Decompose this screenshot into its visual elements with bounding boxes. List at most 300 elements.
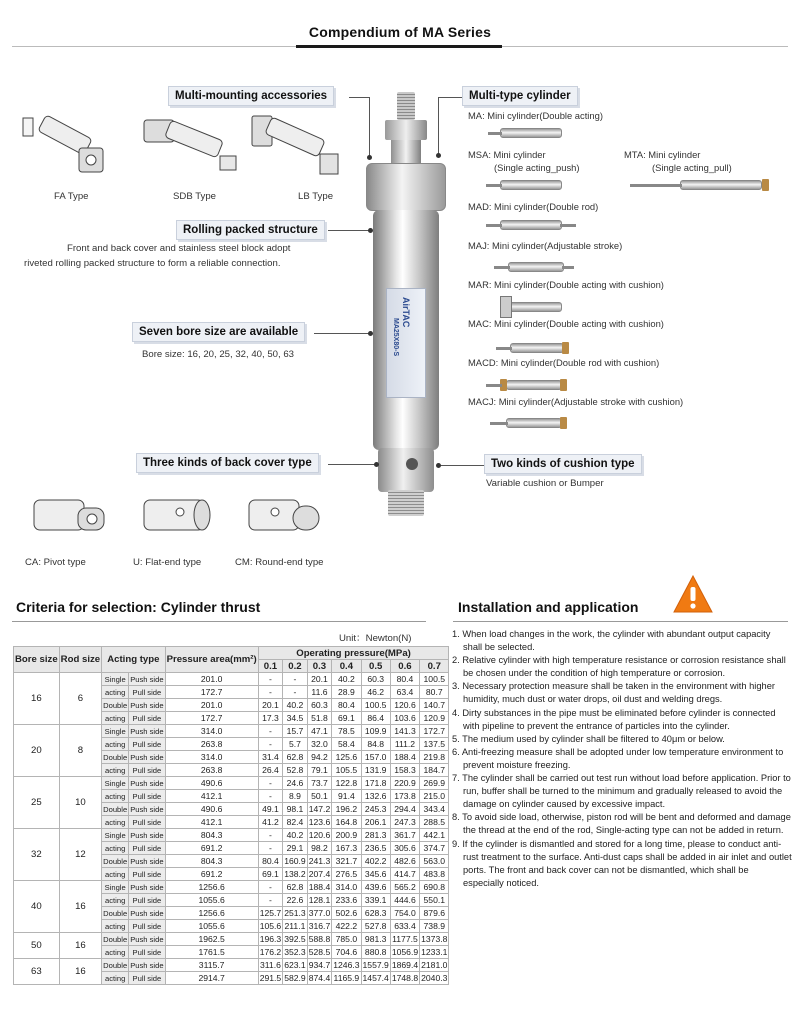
installation-item: 3. Necessary protection measure shall be taken in the environment with higher humidity, much dust or water drops, oil dust and welding dregs.	[452, 681, 775, 705]
thrust-value-cell: 236.5	[361, 842, 390, 855]
type-maj: MAJ: Mini cylinder(Adjustable stroke)	[468, 240, 623, 251]
acting-type-cell: Double	[103, 804, 128, 814]
installation-item: 8. To avoid side load, otherwise, piston rod will be bent and deformed and damage the thread at the end of the rod, Single-acting type can not be added in return.	[452, 812, 791, 836]
thrust-value-cell: 565.2	[390, 881, 419, 894]
mini-rod	[488, 132, 502, 135]
thrust-value-cell: 1233.1	[421, 947, 448, 957]
pressure-area-cell: 1055.6	[165, 920, 258, 933]
thrust-value-cell: 109.9	[361, 725, 390, 738]
bore-text: Bore size: 16, 20, 25, 32, 40, 50, 63	[142, 349, 295, 360]
thrust-value-cell: 69.1	[258, 868, 283, 881]
side-cell: Pull side	[129, 972, 165, 985]
header-operating-pressure: Operating pressure(MPa)	[258, 647, 449, 660]
thrust-value-cell: -	[258, 842, 283, 855]
pressure-header-cell: 0.6	[390, 660, 419, 673]
thrust-value-cell: 1557.9	[362, 960, 389, 970]
mini-cap	[560, 417, 567, 429]
thrust-value-cell: 98.1	[283, 803, 308, 816]
thrust-value-cell: 50.1	[307, 790, 332, 803]
acting-type-cell: Single	[102, 829, 129, 842]
side-cell: Push side	[130, 830, 164, 840]
thrust-value-cell: 173.8	[390, 790, 419, 803]
thrust-value-cell: 82.4	[283, 816, 308, 829]
acting-type-cell: acting	[102, 842, 129, 855]
bore-size-cell: 20	[14, 725, 60, 777]
side-cell: Push side	[130, 804, 164, 814]
thrust-value-cell: 160.9	[284, 856, 306, 866]
pressure-area-cell: 412.1	[165, 790, 258, 803]
thrust-value-cell: 233.6	[332, 894, 361, 907]
thrust-value-cell: 120.6	[390, 699, 419, 712]
callout-cushion: Two kinds of cushion type	[484, 454, 642, 474]
mini-cylinder-ma	[500, 128, 562, 138]
thrust-value-cell: 47.1	[307, 725, 332, 738]
side-cell: Pull side	[129, 816, 165, 829]
thrust-value-cell: 176.2	[259, 947, 282, 957]
mini-rod	[562, 266, 574, 269]
rod-size-cell: 16	[59, 959, 101, 985]
thrust-value-cell: 105.6	[259, 921, 282, 931]
thrust-value-cell: 167.3	[332, 842, 361, 855]
thrust-value-cell: 690.8	[420, 881, 449, 894]
thrust-value-cell: 207.4	[308, 869, 331, 879]
installation-item: 4. Dirty substances in the pipe must be eliminated before cylinder is connected with pipeline to prevent the entrance of particles into the cylinder.	[452, 707, 776, 731]
pressure-header-cell: 0.2	[283, 660, 308, 673]
acting-type-cell: Double	[103, 960, 128, 970]
acting-type-cell: Single	[102, 777, 129, 790]
leader-dot	[374, 462, 379, 467]
thrust-value-cell: 339.1	[361, 894, 390, 907]
installation-divider	[453, 621, 788, 622]
back-cover-label-ca: CA: Pivot type	[25, 557, 86, 568]
thrust-value-cell: 8.9	[283, 790, 308, 803]
mini-cylinder-mac	[510, 343, 564, 353]
side-cell: Pull side	[129, 868, 165, 881]
side-cell: Pull side	[129, 842, 165, 855]
callout-rolling: Rolling packed structure	[176, 220, 325, 240]
thrust-value-cell: 184.7	[420, 764, 449, 777]
thrust-value-cell: 60.3	[307, 699, 332, 712]
pressure-area-cell: 314.0	[165, 725, 258, 738]
thrust-value-cell: 402.2	[361, 855, 390, 868]
sdb-mount-icon	[140, 112, 250, 187]
thrust-value-cell: 188.4	[390, 751, 419, 764]
thrust-value-cell: 981.3	[361, 933, 390, 946]
type-mta-sub: (Single acting_pull)	[652, 162, 732, 173]
thrust-value-cell: 288.5	[420, 816, 449, 829]
header-acting: Acting type	[102, 647, 165, 673]
thrust-value-cell: 251.3	[284, 908, 306, 918]
pressure-area-cell: 2914.7	[165, 972, 258, 985]
table-row	[14, 959, 449, 972]
thrust-value-cell: 345.6	[361, 868, 390, 881]
thrust-value-cell: 439.6	[361, 881, 390, 894]
cushion-text: Variable cushion or Bumper	[486, 478, 604, 489]
table-row	[14, 829, 449, 842]
mini-rod	[486, 224, 502, 227]
pressure-area-cell: 201.0	[165, 673, 258, 686]
type-macj: MACJ: Mini cylinder(Adjustable stroke with cushion)	[468, 396, 684, 407]
thrust-value-cell: 582.9	[284, 973, 306, 983]
thrust-value-cell: 247.3	[390, 816, 419, 829]
thrust-value-cell: 269.9	[420, 777, 449, 790]
thrust-value-cell: 196.3	[259, 934, 282, 944]
mini-cylinder-mar	[508, 302, 562, 312]
thrust-value-cell: 29.1	[283, 842, 308, 855]
side-cell: Pull side	[129, 946, 165, 959]
thrust-value-cell: 31.4	[258, 751, 283, 764]
thrust-value-cell: 442.1	[420, 829, 449, 842]
thrust-value-cell: 86.4	[361, 712, 390, 725]
thrust-value-cell: 80.7	[420, 686, 449, 699]
thrust-value-cell: 1457.4	[362, 973, 389, 983]
side-cell: Push side	[130, 934, 164, 944]
thrust-value-cell: 880.8	[361, 946, 390, 959]
thrust-value-cell: 78.5	[332, 725, 361, 738]
thrust-value-cell: 52.8	[283, 764, 308, 777]
pressure-header-cell: 0.7	[420, 660, 449, 673]
thrust-value-cell: 316.7	[308, 921, 331, 931]
title-accent-bar	[296, 45, 502, 48]
leader-line	[440, 465, 484, 466]
thrust-value-cell: 294.4	[390, 803, 419, 816]
thrust-value-cell: 754.0	[390, 907, 419, 920]
thrust-value-cell: -	[258, 686, 283, 699]
thrust-value-cell: 215.0	[420, 790, 449, 803]
thrust-value-cell: 934.7	[308, 960, 331, 970]
thrust-value-cell: 105.5	[332, 764, 361, 777]
side-cell: Push side	[130, 856, 164, 866]
header-bore: Bore size	[14, 647, 60, 673]
thrust-value-cell: 20.1	[307, 673, 332, 686]
pressure-area-cell: 490.6	[165, 803, 258, 816]
thrust-value-cell: -	[258, 894, 283, 907]
thrust-value-cell: 785.0	[332, 933, 361, 946]
thrust-value-cell: 122.8	[332, 777, 361, 790]
mini-cylinder-macd	[506, 380, 562, 390]
pressure-area-cell: 172.7	[165, 712, 258, 725]
table-row	[14, 777, 449, 790]
type-ma: MA: Mini cylinder(Double acting)	[468, 110, 603, 121]
leader-line	[328, 230, 370, 231]
pressure-area-cell: 804.3	[165, 855, 258, 868]
thrust-value-cell: 1056.9	[391, 947, 419, 957]
thrust-value-cell: 28.9	[332, 686, 361, 699]
mini-cylinder-mta	[680, 180, 762, 190]
acting-type-cell: acting	[102, 868, 129, 881]
thrust-value-cell: 483.8	[420, 868, 449, 881]
side-cell: Pull side	[129, 790, 165, 803]
thrust-value-cell: 73.7	[307, 777, 332, 790]
thrust-value-cell: 84.8	[361, 738, 390, 751]
leader-dot	[436, 463, 441, 468]
cylinder-piston-rod	[397, 92, 415, 120]
callout-back-cover: Three kinds of back cover type	[136, 453, 319, 473]
mini-cap	[762, 179, 769, 191]
thrust-value-cell: 137.5	[420, 738, 449, 751]
leader-line	[438, 97, 439, 155]
thrust-value-cell: -	[283, 686, 308, 699]
bore-size-cell: 40	[14, 881, 60, 933]
thrust-value-cell: 305.6	[390, 842, 419, 855]
thrust-value-cell: 738.9	[420, 920, 449, 933]
thrust-value-cell: 633.4	[390, 920, 419, 933]
thrust-value-cell: 32.0	[307, 738, 332, 751]
thrust-value-cell: 1373.8	[421, 934, 448, 944]
thrust-value-cell: 550.1	[420, 894, 449, 907]
thrust-value-cell: -	[258, 725, 283, 738]
thrust-value-cell: 276.5	[332, 868, 361, 881]
table-row	[14, 881, 449, 894]
thrust-value-cell: 1246.3	[333, 960, 360, 970]
callout-bore: Seven bore size are available	[132, 322, 305, 342]
mini-cylinder-msa	[500, 180, 562, 190]
header-rod: Rod size	[59, 647, 101, 673]
acting-type-cell: Single	[102, 673, 129, 686]
acting-type-cell: Double	[103, 934, 128, 944]
thrust-value-cell: -	[258, 829, 283, 842]
table-row	[14, 725, 449, 738]
leader-line	[328, 464, 376, 465]
thrust-value-cell: 200.9	[332, 829, 361, 842]
criteria-divider	[12, 621, 426, 622]
thrust-value-cell: 140.7	[420, 699, 449, 712]
thrust-value-cell: 311.6	[260, 960, 281, 970]
pressure-area-cell: 3115.7	[165, 959, 258, 972]
thrust-value-cell: 46.2	[361, 686, 390, 699]
thrust-value-cell: -	[283, 673, 308, 686]
thrust-value-cell: 219.8	[420, 751, 449, 764]
side-cell: Push side	[130, 674, 164, 684]
pressure-area-cell: 691.2	[165, 842, 258, 855]
pressure-area-cell: 1256.6	[165, 907, 258, 920]
thrust-value-cell: 69.1	[332, 712, 361, 725]
thrust-value-cell: 100.5	[361, 699, 390, 712]
thrust-value-cell: 220.9	[390, 777, 419, 790]
round-end-icon	[245, 490, 333, 550]
leader-line	[438, 97, 462, 98]
installation-list	[452, 628, 792, 890]
thrust-value-cell: 482.6	[390, 855, 419, 868]
thrust-value-cell: 41.2	[258, 816, 283, 829]
thrust-value-cell: 40.2	[283, 699, 308, 712]
lb-mount-icon	[246, 112, 356, 187]
leader-line	[314, 333, 370, 334]
page-title: Compendium of MA Series	[308, 24, 492, 40]
callout-mounting: Multi-mounting accessories	[168, 86, 334, 106]
pressure-area-cell: 263.8	[165, 764, 258, 777]
thrust-value-cell: 874.4	[308, 973, 331, 983]
thrust-value-cell: 623.1	[284, 960, 306, 970]
thrust-value-cell: 98.2	[307, 842, 332, 855]
thrust-table	[13, 646, 449, 985]
thrust-value-cell: 103.6	[390, 712, 419, 725]
pressure-area-cell: 1256.6	[165, 881, 258, 894]
mini-rod	[490, 422, 508, 425]
side-cell: Push side	[130, 908, 164, 918]
thrust-value-cell: 80.4	[332, 699, 361, 712]
acting-type-cell: acting	[102, 790, 129, 803]
thrust-value-cell: 147.2	[308, 804, 331, 814]
thrust-value-cell: 281.3	[361, 829, 390, 842]
mount-label-lb: LB Type	[298, 191, 334, 202]
thrust-value-cell: 528.5	[308, 947, 331, 957]
thrust-value-cell: -	[258, 881, 283, 894]
acting-type-cell: acting	[102, 972, 129, 985]
thrust-value-cell: 352.3	[284, 947, 306, 957]
thrust-value-cell: 241.3	[308, 856, 331, 866]
warning-icon	[672, 574, 714, 614]
rod-size-cell: 16	[59, 933, 101, 959]
thrust-value-cell: 132.6	[361, 790, 390, 803]
acting-type-cell: acting	[102, 946, 129, 959]
thrust-value-cell: 211.1	[284, 921, 306, 931]
thrust-value-cell: 80.4	[390, 673, 419, 686]
thrust-value-cell: 91.4	[332, 790, 361, 803]
type-msa: MSA: Mini cylinder	[468, 149, 546, 160]
fa-mount-icon	[15, 112, 115, 187]
thrust-value-cell: 123.6	[308, 817, 331, 827]
cylinder-neck	[391, 140, 421, 164]
thrust-value-cell: 40.2	[283, 829, 308, 842]
pressure-header-cell: 0.4	[332, 660, 361, 673]
side-cell: Push side	[130, 960, 164, 970]
thrust-value-cell: 563.0	[420, 855, 449, 868]
type-mac: MAC: Mini cylinder(Double acting with cushion)	[468, 318, 664, 329]
thrust-value-cell: 171.8	[361, 777, 390, 790]
header-area: Pressure area(mm²)	[165, 647, 258, 673]
thrust-value-cell: 206.1	[361, 816, 390, 829]
thrust-value-cell: -	[258, 738, 283, 751]
pressure-area-cell: 804.3	[165, 829, 258, 842]
thrust-value-cell: 502.6	[332, 907, 361, 920]
bore-size-cell: 16	[14, 673, 60, 725]
thrust-value-cell: 321.7	[332, 855, 361, 868]
acting-type-cell: Double	[103, 752, 128, 762]
thrust-value-cell: 120.6	[308, 830, 331, 840]
thrust-value-cell: 343.4	[420, 803, 449, 816]
cylinder-port	[406, 458, 418, 470]
table-row	[14, 673, 449, 686]
thrust-value-cell: 422.2	[332, 920, 361, 933]
thrust-value-cell: -	[258, 777, 283, 790]
thrust-value-cell: 141.3	[390, 725, 419, 738]
side-cell: Pull side	[129, 686, 165, 699]
type-mad: MAD: Mini cylinder(Double rod)	[468, 201, 599, 212]
thrust-value-cell: 157.0	[361, 751, 390, 764]
leader-line	[369, 97, 370, 157]
acting-type-cell: Single	[102, 725, 129, 738]
thrust-value-cell: 2040.3	[421, 973, 448, 983]
side-cell: Push side	[130, 752, 164, 762]
side-cell: Pull side	[129, 712, 165, 725]
criteria-title: Criteria for selection: Cylinder thrust	[16, 599, 261, 615]
thrust-value-cell: 172.7	[420, 725, 449, 738]
thrust-value-cell: 94.2	[307, 751, 332, 764]
thrust-value-cell: 24.6	[283, 777, 308, 790]
cylinder-model-text: MA25X80-S	[392, 318, 399, 357]
thrust-value-cell: 17.3	[258, 712, 283, 725]
side-cell: Pull side	[129, 920, 165, 933]
cylinder-brand: AirTAC	[401, 297, 411, 328]
thrust-value-cell: 22.6	[283, 894, 308, 907]
thrust-value-cell: 444.6	[390, 894, 419, 907]
thrust-value-cell: 11.6	[307, 686, 332, 699]
acting-type-cell: acting	[102, 920, 129, 933]
thrust-value-cell: 51.8	[307, 712, 332, 725]
thrust-value-cell: 1177.5	[392, 934, 418, 944]
thrust-value-cell: 125.7	[259, 908, 282, 918]
thrust-value-cell: 26.4	[258, 764, 283, 777]
pressure-header-cell: 0.5	[361, 660, 390, 673]
bore-size-cell: 32	[14, 829, 60, 881]
unit-label: Unit：Newton(N)	[339, 633, 412, 644]
thrust-value-cell: 879.6	[420, 907, 449, 920]
thrust-value-cell: 131.9	[361, 764, 390, 777]
thrust-value-cell: 5.7	[283, 738, 308, 751]
thrust-value-cell: 164.8	[332, 816, 361, 829]
thrust-value-cell: 392.5	[284, 934, 306, 944]
pressure-area-cell: 490.6	[165, 777, 258, 790]
mount-label-fa: FA Type	[54, 191, 89, 202]
acting-type-cell: acting	[102, 894, 129, 907]
rod-size-cell: 16	[59, 881, 101, 933]
thrust-value-cell: 361.7	[390, 829, 419, 842]
installation-item: 1. When load changes in the work, the cylinder with abundant output capacity shall be selected.	[452, 629, 771, 653]
back-cover-label-cm: CM: Round-end type	[235, 557, 324, 568]
acting-type-cell: Double	[103, 700, 128, 710]
cylinder-back-cover	[378, 448, 434, 492]
mini-cylinder-maj	[508, 262, 564, 272]
acting-type-cell: acting	[102, 764, 129, 777]
mini-cap	[562, 342, 569, 354]
acting-type-cell: Double	[103, 856, 128, 866]
thrust-value-cell: 111.2	[390, 738, 419, 751]
leader-dot	[436, 153, 441, 158]
cylinder-rod-nut	[385, 120, 427, 140]
pressure-area-cell: 314.0	[165, 751, 258, 764]
pressure-area-cell: 263.8	[165, 738, 258, 751]
thrust-value-cell: 49.1	[258, 803, 283, 816]
thrust-value-cell: 58.4	[332, 738, 361, 751]
mini-cylinder-mad	[500, 220, 562, 230]
installation-item: 5. The medium used by cylinder shall be filtered to 40μm or below.	[452, 733, 725, 744]
side-cell: Pull side	[129, 894, 165, 907]
rolling-text-line1: Front and back cover and stainless steel block adopt	[67, 243, 291, 254]
thrust-value-cell: 628.3	[361, 907, 390, 920]
pressure-area-cell: 412.1	[165, 816, 258, 829]
acting-type-cell: acting	[102, 738, 129, 751]
thrust-table-body	[14, 673, 449, 985]
back-cover-label-u: U: Flat-end type	[133, 557, 202, 568]
thrust-value-cell: 188.4	[308, 882, 331, 892]
mini-rod	[486, 184, 502, 187]
leader-dot	[368, 228, 373, 233]
side-cell: Push side	[130, 882, 164, 892]
acting-type-cell: acting	[102, 712, 129, 725]
rod-size-cell: 8	[59, 725, 101, 777]
acting-type-cell: Single	[102, 881, 129, 894]
thrust-value-cell: 15.7	[283, 725, 308, 738]
leader-line	[349, 97, 369, 98]
thrust-value-cell: -	[258, 790, 283, 803]
pressure-area-cell: 1962.5	[165, 933, 258, 946]
thrust-value-cell: 1748.8	[391, 973, 419, 983]
thrust-value-cell: 1165.9	[333, 973, 360, 983]
thrust-value-cell: 80.4	[258, 855, 283, 868]
mount-label-sdb: SDB Type	[173, 191, 217, 202]
side-cell: Push side	[130, 726, 164, 736]
